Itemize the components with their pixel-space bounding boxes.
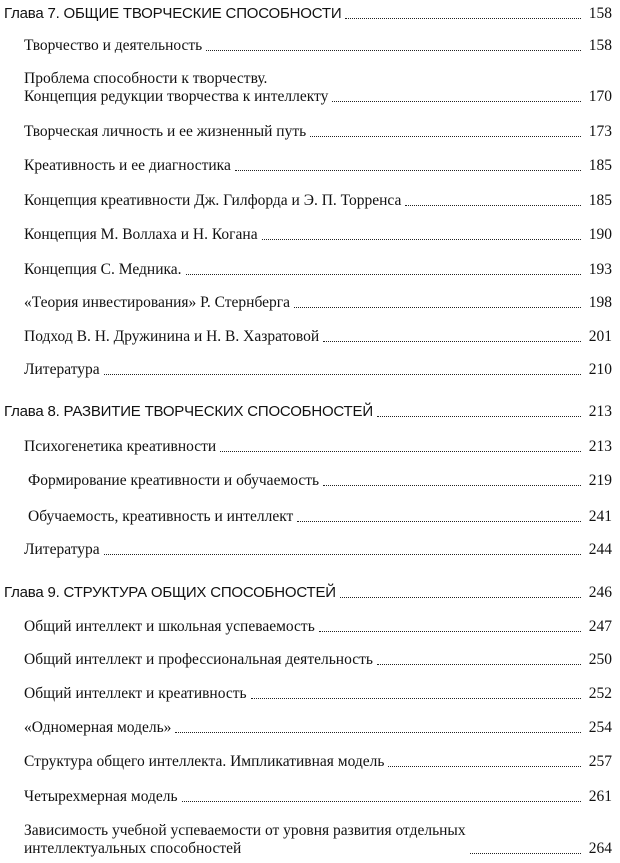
section-title: Концепция креативности Дж. Гилфорда и Э. П. Торренса xyxy=(24,192,402,209)
toc-entry xyxy=(24,294,612,312)
section-title: «Одномерная модель» xyxy=(24,719,172,736)
section-title: Общий интеллект и профессиональная деятельность xyxy=(24,651,373,668)
toc-entry xyxy=(4,5,612,23)
dot-leader xyxy=(175,731,581,733)
page-number: 210 xyxy=(588,361,612,378)
page-number: 185 xyxy=(588,157,612,174)
section-title: Общий интеллект и креативность xyxy=(24,685,247,702)
dot-leader xyxy=(340,596,581,598)
toc-entry xyxy=(28,508,612,526)
section-title: Структура общего интеллекта. Импликативная модель xyxy=(24,753,385,770)
dot-leader xyxy=(323,484,581,486)
section-title-line: Зависимость учебной успеваемости от уровня развития отдельных xyxy=(24,822,466,839)
toc-entry xyxy=(24,123,612,141)
page-number: 213 xyxy=(588,403,612,420)
section-title xyxy=(24,822,466,858)
toc-entry xyxy=(24,192,612,210)
page-number: 170 xyxy=(588,88,612,105)
section-title-line: интеллектуальных способностей xyxy=(24,840,242,857)
toc-entry xyxy=(24,651,612,669)
dot-leader xyxy=(323,340,581,342)
page-number: 173 xyxy=(588,123,612,140)
section-title: Обучаемость, креативность и интеллект xyxy=(28,508,294,525)
toc-entry xyxy=(24,541,612,559)
page-number: 190 xyxy=(588,226,612,243)
section-title: «Теория инвестирования» Р. Стернберга xyxy=(24,294,290,311)
dot-leader xyxy=(319,630,581,632)
page-number: 241 xyxy=(588,508,612,525)
dot-leader xyxy=(294,306,581,308)
section-title: Креативность и ее диагностика xyxy=(24,157,231,174)
dot-leader xyxy=(182,800,581,802)
page-number: 219 xyxy=(588,472,612,489)
page-number: 261 xyxy=(588,788,612,805)
section-title: Формирование креативности и обучаемость xyxy=(28,472,320,489)
toc-entry xyxy=(24,70,612,106)
page-number: 257 xyxy=(588,753,612,770)
toc-entry xyxy=(4,403,612,421)
chapter-title: Глава 7. ОБЩИЕ ТВОРЧЕСКИЕ СПОСОБНОСТИ xyxy=(4,5,342,22)
dot-leader xyxy=(377,415,581,417)
section-title: Литература xyxy=(24,361,100,378)
toc-entry xyxy=(24,788,612,806)
section-title-line: Проблема способности к творчеству. xyxy=(24,70,268,87)
section-title: Подход В. Н. Дружинина и Н. В. Хазратовой xyxy=(24,328,320,345)
toc-entry xyxy=(24,226,612,244)
dot-leader xyxy=(345,17,581,19)
toc-entry xyxy=(24,438,612,456)
toc-entry xyxy=(28,472,612,490)
dot-leader xyxy=(220,450,581,452)
toc-entry xyxy=(24,37,612,55)
dot-leader xyxy=(377,663,581,665)
toc-entry xyxy=(24,719,612,737)
toc-entry xyxy=(24,261,612,279)
toc-entry xyxy=(24,328,612,346)
page-number: 244 xyxy=(588,541,612,558)
toc-entry xyxy=(24,157,612,175)
section-title: Концепция С. Медника. xyxy=(24,261,182,278)
page-number: 250 xyxy=(588,651,612,668)
section-title: Четырехмерная модель xyxy=(24,788,178,805)
dot-leader xyxy=(186,273,581,275)
dot-leader xyxy=(262,238,581,240)
toc-entry xyxy=(24,618,612,636)
dot-leader xyxy=(104,373,581,375)
page-number: 246 xyxy=(588,584,612,601)
section-title: Концепция М. Воллаха и Н. Когана xyxy=(24,226,258,243)
dot-leader xyxy=(235,169,581,171)
page-number: 185 xyxy=(588,192,612,209)
page-number: 213 xyxy=(588,438,612,455)
toc-entry xyxy=(4,584,612,602)
toc-entry xyxy=(24,361,612,379)
dot-leader xyxy=(104,553,581,555)
section-title xyxy=(24,70,328,106)
page-number: 158 xyxy=(588,5,612,22)
toc-entry xyxy=(24,685,612,703)
dot-leader xyxy=(206,49,581,51)
section-title: Творческая личность и ее жизненный путь xyxy=(24,123,307,140)
dot-leader xyxy=(470,852,581,854)
toc-entry xyxy=(24,753,612,771)
page-number: 252 xyxy=(588,685,612,702)
dot-leader xyxy=(251,697,581,699)
chapter-title: Глава 8. РАЗВИТИЕ ТВОРЧЕСКИХ СПОСОБНОСТЕЙ xyxy=(4,403,373,420)
section-title: Общий интеллект и школьная успеваемость xyxy=(24,618,315,635)
section-title-line: Концепция редукции творчества к интеллекту xyxy=(24,88,329,105)
page-number: 198 xyxy=(588,294,612,311)
dot-leader xyxy=(297,520,581,522)
page-number: 247 xyxy=(588,618,612,635)
section-title: Творчество и деятельность xyxy=(24,37,203,54)
section-title: Психогенетика креативности xyxy=(24,438,217,455)
dot-leader xyxy=(388,765,581,767)
dot-leader xyxy=(332,100,581,102)
page-number: 193 xyxy=(588,261,612,278)
page-number: 158 xyxy=(588,37,612,54)
page-number: 254 xyxy=(588,719,612,736)
dot-leader xyxy=(405,204,581,206)
section-title: Литература xyxy=(24,541,100,558)
chapter-title: Глава 9. СТРУКТУРА ОБЩИХ СПОСОБНОСТЕЙ xyxy=(4,584,336,601)
toc-entry xyxy=(24,822,612,858)
page-number: 264 xyxy=(588,840,612,857)
dot-leader xyxy=(310,135,581,137)
page-number: 201 xyxy=(588,328,612,345)
